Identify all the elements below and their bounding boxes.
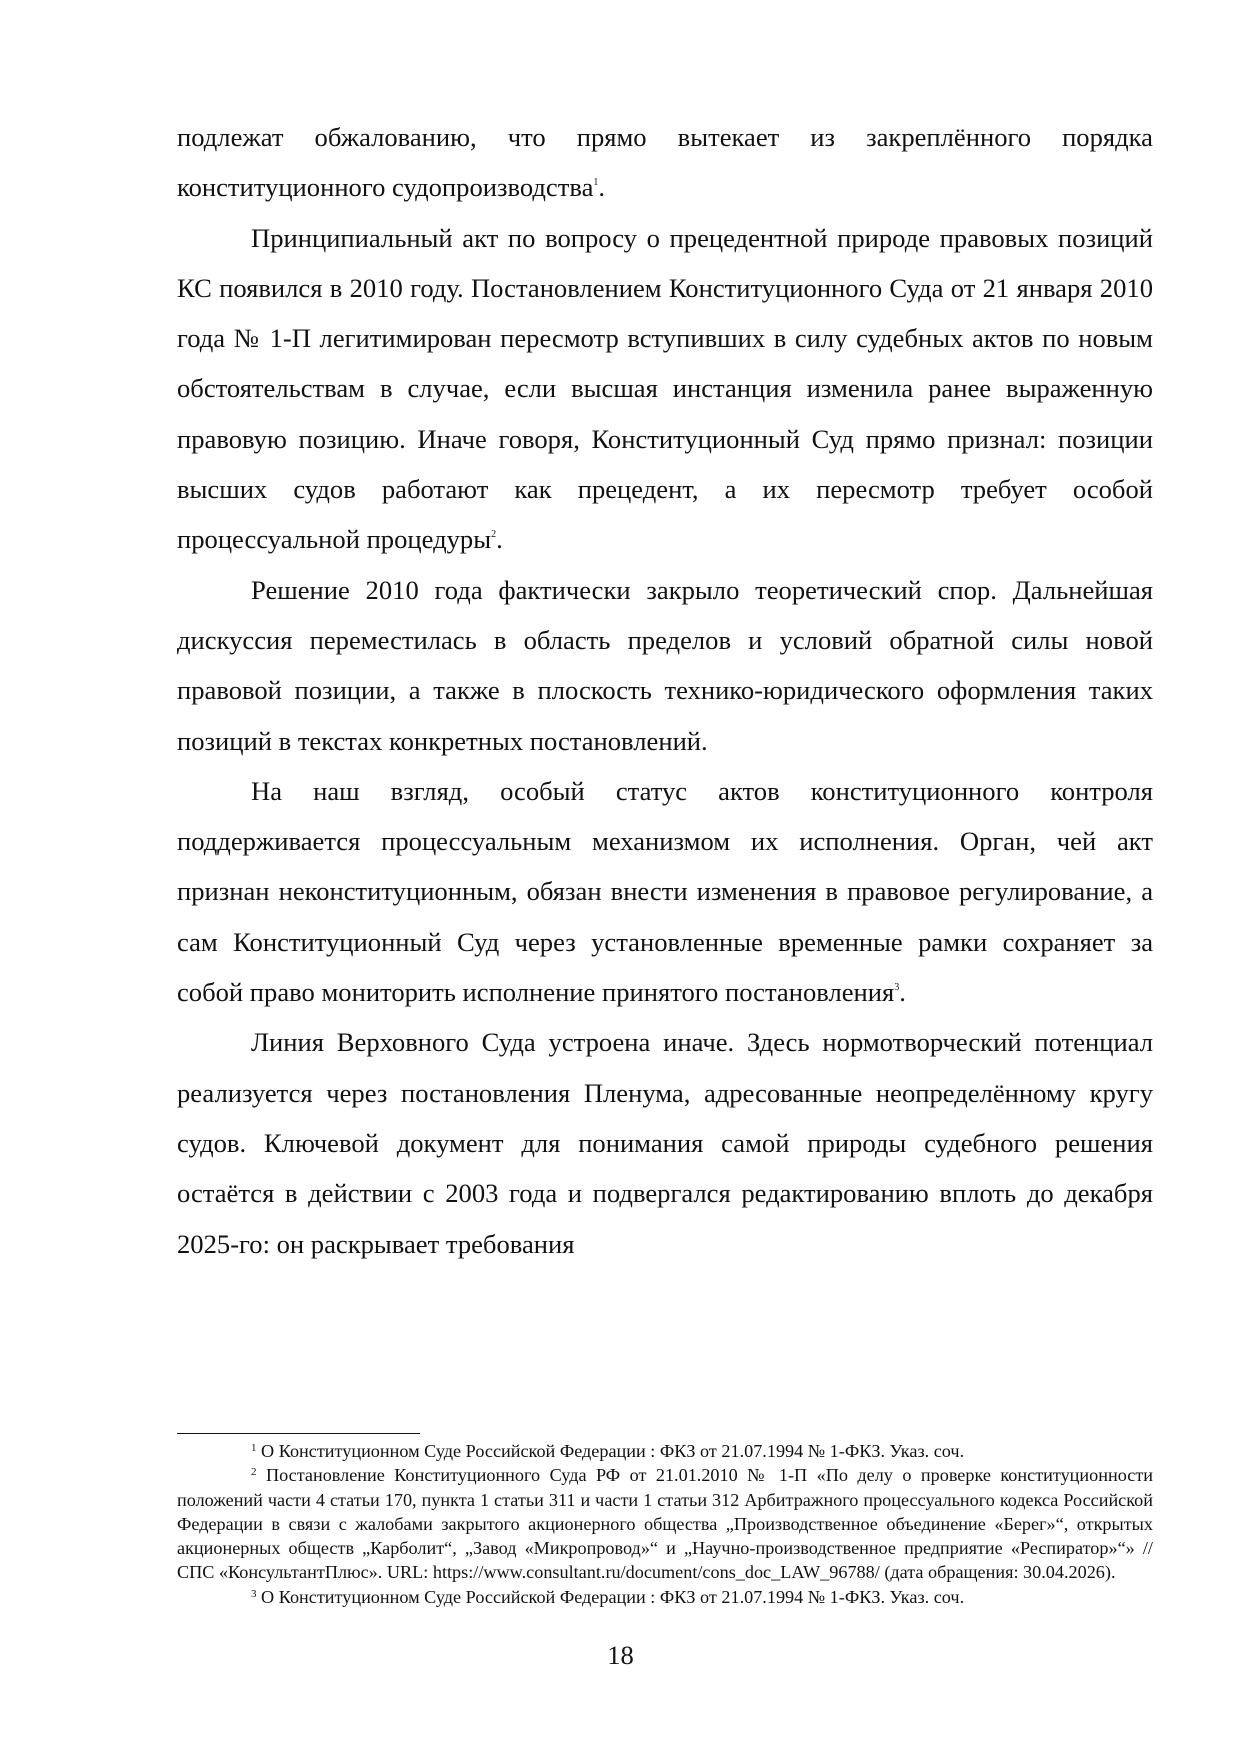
footnote-reference[interactable]: 2 [491, 529, 497, 541]
paragraph [177, 565, 1153, 766]
paragraph-text: На наш взгляд, особый статус актов конституционного контроля поддерживается процессуальным механизмом их исполнения. Орган, чей акт признан неконституционным, обязан внести изменения в правовое регулирование, а сам Конституционный Суд через установленные временные рамки сохраняет за собой право мониторить исполнение принятого постановления [177, 775, 1153, 1008]
footnote-number: 1 [251, 1442, 257, 1454]
footnote-number: 3 [251, 1587, 257, 1600]
footnote-reference[interactable]: 3 [894, 982, 900, 994]
footnote-number: 2 [251, 1466, 257, 1479]
paragraph-end: . [496, 524, 503, 555]
paragraph-text: Линия Верховного Суда устроена иначе. Здесь нормотворческий потенциал реализуется через постановления Пленума, адресованные неопределённому кругу судов. Ключевой документ для понимания самой природы судебного решения остаётся в действии с 2003 года и подвергался редактированию вплоть до декабря 2025-го: он раскрывает требования [177, 1027, 1153, 1259]
footnote [177, 1463, 1153, 1584]
paragraph-text: Принципиальный акт по вопросу о прецедентной природе правовых позиций КС появился в 2010 году. Постановлением Конституционного Суда от 21 января 2010 года № 1-П легитимирован пересмотр вступивших в силу судебных актов по новым обстоятельствам в случае, если высшая инстанция изменила ранее выраженную правовую позицию. Иначе говоря, Конституционный Суд прямо признал: позиции высших судов работают как прецедент, а их пересмотр требует особой процессуальной процедуры [177, 222, 1153, 555]
footnote-text: О Конституционном Суде Российской Федерации : ФКЗ от 21.07.1994 № 1-ФКЗ. Указ. соч. [261, 1441, 965, 1461]
footnote-separator [177, 1433, 420, 1434]
paragraph-text: Решение 2010 года фактически закрыло теоретический спор. Дальнейшая дискуссия переместилась в область пределов и условий обратной силы новой правовой позиции, а также в плоскость технико-юридического оформления таких позиций в текстах конкретных постановлений. [177, 574, 1153, 756]
body-text [177, 112, 1153, 1269]
paragraph-continuation [177, 112, 1153, 213]
paragraph [177, 766, 1153, 1017]
paragraph [177, 213, 1153, 565]
paragraph-text: подлежат обжалованию, что прямо вытекает из закреплённого порядка конституционного судопроизводства [177, 122, 1153, 203]
paragraph-end: . [598, 172, 606, 203]
paragraph-end: . [899, 977, 906, 1008]
footnote-text: Постановление Конституционного Суда РФ от 21.01.2010 № 1-П «По делу о проверке конституционности положений части 4 статьи 170, пункта 1 статьи 311 и части 1 статьи 312 Арбитражного процессуального кодекса Российской Федерации в связи с жалобами закрытого акционерного общества „Производственное объединение «Берег»“, открытых акционерных обществ „Карболит“, „Завод «Микропровод»“ и „Научно-производственное предприятие «Респиратор»“» // СПС «КонсультантПлюс». URL: https://www.consultant.ru/document/cons_doc_LAW_96788/ (дата обращения: 30.04.2026). [177, 1465, 1154, 1583]
page-number: 18 [607, 1640, 634, 1670]
paragraph [177, 1017, 1153, 1268]
footnote [177, 1585, 1153, 1609]
footnote [177, 1439, 1153, 1463]
footnotes [177, 1439, 1153, 1609]
footnote-reference[interactable]: 1 [593, 177, 599, 189]
footnote-text: О Конституционном Суде Российской Федерации : ФКЗ от 21.07.1994 № 1-ФКЗ. Указ. соч. [261, 1586, 965, 1607]
